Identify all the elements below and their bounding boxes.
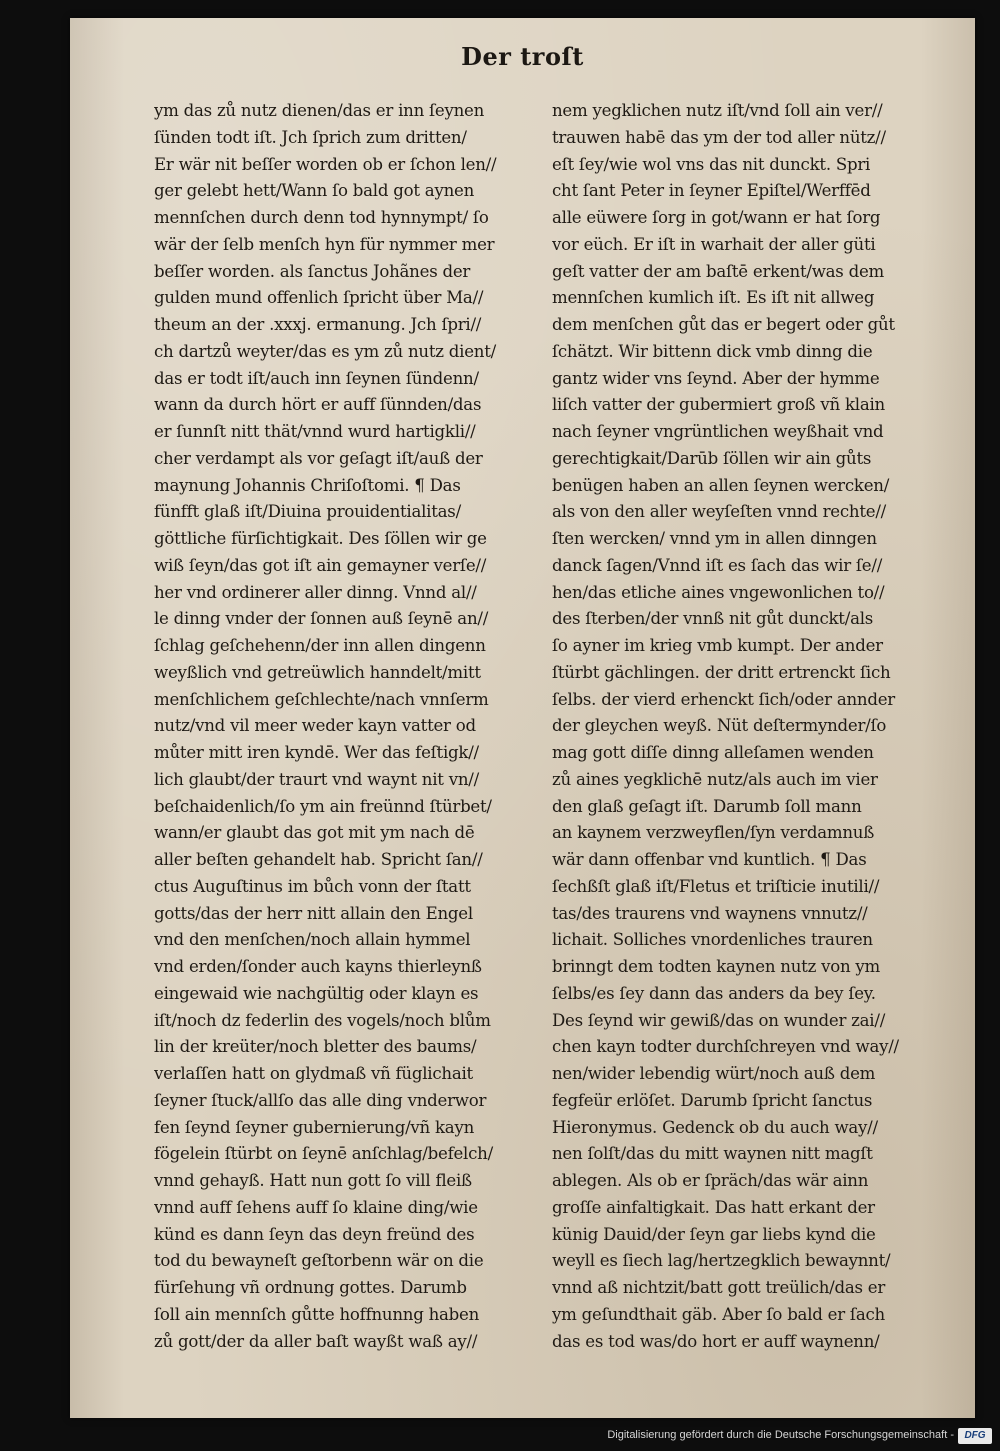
text-line: mennſchen durch denn tod hynnympt/ ſo [154, 208, 489, 227]
text-line: ſechßſt glaß iſt/Fletus et triſticie inutili// [552, 876, 880, 896]
text-line: göttliche fürſichtigkait. Des ſöllen wir ge [154, 529, 487, 548]
text-line: des ſterben/der vnnß nit gůt dunckt/als [552, 609, 874, 629]
text-line: weyll es ſiech lag/hertzegklich bewaynnt/ [552, 1251, 891, 1271]
text-line: lin der kreüter/noch bletter des baums/ [154, 1037, 477, 1057]
text-line: tas/des traurens vnd waynens vnnutz// [552, 903, 868, 923]
text-line: benügen haben an allen ſeynen wercken/ [552, 475, 890, 495]
text-line: hen/das etliche aines vngewonlichen to// [552, 582, 885, 602]
text-line: fünfft glaß iſt/Diuina prouidentialitas/ [154, 502, 461, 522]
text-line: dem menſchen gůt das er begert oder gůt [552, 315, 895, 334]
text-line: menſchlichem geſchlechte/nach vnnſerm [154, 689, 489, 709]
text-line: ctus Auguſtinus im bůch vonn der ſtatt [154, 876, 471, 896]
text-line: brinngt dem todten kaynen nutz von ym [552, 957, 881, 976]
text-line: cht ſant Peter in ſeyner Epiſtel/Werffēd [552, 181, 871, 201]
text-line: ablegen. Als ob er ſpräch/das wär ainn [552, 1171, 869, 1190]
text-line: beſchaidenlich/ſo ym ain freünnd ſtürbet/ [154, 796, 492, 816]
text-line: ſo ayner im krieg vmb kumpt. Der ander [552, 636, 883, 655]
text-line: lich glaubt/der traurt vnd waynt nit vn// [154, 769, 479, 789]
text-line: ſünden todt iſt. Jch ſprich zum dritten/ [154, 127, 467, 147]
text-line: beſſer worden. als ſanctus Johãnes der [154, 261, 471, 281]
text-line: alle eüwere ſorg in got/wann er hat ſorg [552, 208, 881, 227]
text-line: theum an der .xxxj. ermanung. Jch ſpri// [154, 315, 482, 334]
text-line: lichait. Solliches vnordenliches trauren [552, 930, 873, 950]
text-line: nem yegklichen nutz iſt/vnd ſoll ain ver// [552, 101, 883, 120]
text-line: gulden mund offenlich ſpricht über Ma// [154, 288, 484, 308]
text-line: vnd den menſchen/noch allain hymmel [154, 930, 471, 950]
text-line: ſoll ain mennſch gůtte hoffnunng haben [154, 1304, 480, 1324]
text-line: künig Dauid/der ſeyn gar liebs kynd die [552, 1224, 876, 1244]
right-text-column [552, 98, 962, 1355]
text-line: vnnd gehayß. Hatt nun gott ſo vill fleiß [154, 1171, 472, 1190]
text-line: vor eüch. Er iſt in warhait der aller güti [552, 234, 876, 254]
text-line: fürſehung vñ ordnung gottes. Darumb [154, 1278, 467, 1297]
text-line: nen ſolſt/das du mitt waynen nitt magſt [552, 1144, 873, 1164]
funding-credit: Digitalisierung gefördert durch die Deutsche Forschungsgemeinschaft - [607, 1429, 954, 1441]
text-line: ſchätzt. Wir bittenn dick vmb dinng die [552, 341, 873, 361]
text-line: le dinng vnder der ſonnen auß ſeynē an// [154, 609, 489, 629]
text-line: an kaynem verzweyflen/ſyn verdamnuß [552, 823, 875, 843]
text-line: gantz wider vns ſeynd. Aber der hymme [552, 368, 880, 388]
text-line: ym das zů nutz dienen/das er inn ſeynen [154, 101, 485, 120]
text-line: nutz/vnd vil meer weder kayn vatter od [154, 716, 476, 736]
text-line: wiß ſeyn/das got iſt ain gemayner verſe// [154, 555, 487, 575]
text-line: aller beſten gehandelt hab. Spricht ſan// [154, 850, 483, 869]
text-line: gotts/das der herr nitt allain den Engel [154, 903, 473, 923]
text-line: ſten wercken/ vnnd ym in allen dinngen [552, 529, 877, 548]
text-line: iſt/noch dz federlin des vogels/noch blům [154, 1010, 491, 1030]
text-line: geſt vatter der am baſtē erkent/was dem [552, 261, 885, 281]
text-line: ſelbs. der vierd erhenckt ſich/oder annder [552, 689, 895, 709]
text-line: wär der ſelb menſch hyn für nymmer mer [154, 234, 495, 254]
text-line: Hieronymus. Gedenck ob du auch way// [552, 1117, 878, 1137]
text-line: fen ſeynd ſeyner gubernierung/vñ kayn [154, 1117, 475, 1137]
text-line: trauwen habē das ym der tod aller nütz// [552, 127, 886, 147]
text-line: er ſunnſt nitt thät/vnnd wurd hartigkli// [154, 422, 476, 441]
text-line: maynung Johannis Chriſoſtomi. ¶ Das [154, 475, 461, 495]
text-line: liſch vatter der gubermiert groß vñ klain [552, 395, 885, 415]
text-line: nen/wider lebendig würt/noch auß dem [552, 1064, 876, 1083]
dfg-logo-icon: DFG [958, 1428, 992, 1444]
text-line: mennſchen kumlich iſt. Es iſt nit allweg [552, 288, 875, 308]
text-line: her vnd ordinerer aller dinng. Vnnd al// [154, 582, 477, 602]
text-line: chen kayn todter durchſchreyen vnd way// [552, 1037, 899, 1057]
text-line: vnnd auff ſehens auff ſo klaine ding/wie [154, 1197, 478, 1217]
text-line: weyßlich vnd getreüwlich hanndelt/mitt [154, 662, 481, 682]
text-line: fegfeür erlöſet. Darumb ſpricht ſanctus [552, 1090, 873, 1110]
text-line: wann/er glaubt das got mit ym nach dē [154, 823, 475, 843]
text-line: groſſe ainfaltigkait. Das hatt erkant der [552, 1197, 875, 1217]
text-line: den glaß geſagt iſt. Darumb ſoll mann [552, 796, 862, 816]
text-line: wann da durch hört er auff ſünnden/das [154, 395, 482, 415]
text-line: mag gott diſſe dinng alleſamen wenden [552, 743, 874, 762]
book-page [70, 18, 975, 1418]
text-line: vnd erden/ſonder auch kayns thierleynß [154, 957, 482, 976]
text-line: vnnd aß nichtzit/batt gott treülich/das er [552, 1278, 886, 1297]
text-line: ger gelebt hett/Wann ſo bald got aynen [154, 181, 475, 201]
text-line: ſchlag geſchehenn/der inn allen dingenn [154, 636, 486, 655]
text-line: zů aines yegklichē nutz/als auch im vier [552, 769, 878, 789]
text-line: tod du bewayneſt geſtorbenn wär on die [154, 1251, 484, 1271]
text-line: der gleychen weyß. Nüt deſtermynder/ſo [552, 716, 887, 736]
text-line: zů gott/der da aller baſt wayßt waß ay// [154, 1331, 478, 1351]
text-line: das er todt iſt/auch inn ſeynen ſündenn/ [154, 368, 479, 388]
text-line: eingewaid wie nachgültig oder klayn es [154, 983, 479, 1003]
text-line: gerechtigkait/Darūb ſöllen wir ain gůts [552, 448, 872, 468]
text-line: ſtürbt gächlingen. der dritt ertrenckt ſich [552, 662, 891, 682]
text-line: fögelein ſtürbt on ſeynē anſchlag/befelch/ [154, 1144, 493, 1164]
text-line: ym geſundthait gäb. Aber ſo bald er ſach [552, 1304, 885, 1324]
text-line: ſeyner ſtuck/allſo das alle ding vnderwor [154, 1090, 487, 1110]
text-line: danck ſagen/Vnnd iſt es ſach das wir ſe// [552, 555, 883, 575]
text-line: Des ſeynd wir gewiß/das on wunder zai// [552, 1010, 886, 1030]
running-title: Der troſt [461, 42, 584, 71]
text-line: můter mitt iren kyndē. Wer das feſtigk// [154, 743, 479, 762]
left-text-column [154, 98, 558, 1355]
text-line: cher verdampt als vor geſagt iſt/auß der [154, 448, 483, 468]
text-line: ch dartzů weyter/das es ym zů nutz dient/ [154, 341, 496, 361]
text-line: das es tod was/do hort er auff waynenn/ [552, 1331, 880, 1351]
text-line: wär dann offenbar vnd kuntlich. ¶ Das [552, 850, 867, 869]
text-line: eſt ſey/wie wol vns das nit dunckt. Spri [552, 154, 871, 174]
text-line: verlaſſen hatt on glydmaß vñ füglichait [154, 1064, 473, 1083]
footer-bar [0, 1426, 1000, 1451]
text-line: ſelbs/es ſey dann das anders da bey ſey. [552, 983, 876, 1003]
text-line: als von den aller weyſeſten vnnd rechte// [552, 502, 887, 522]
text-line: Er wär nit beſſer worden ob er ſchon len// [154, 154, 497, 174]
text-line: nach ſeyner vngrüntlichen weyßhait vnd [552, 422, 884, 441]
text-line: künd es dann ſeyn das deyn freünd des [154, 1224, 475, 1244]
